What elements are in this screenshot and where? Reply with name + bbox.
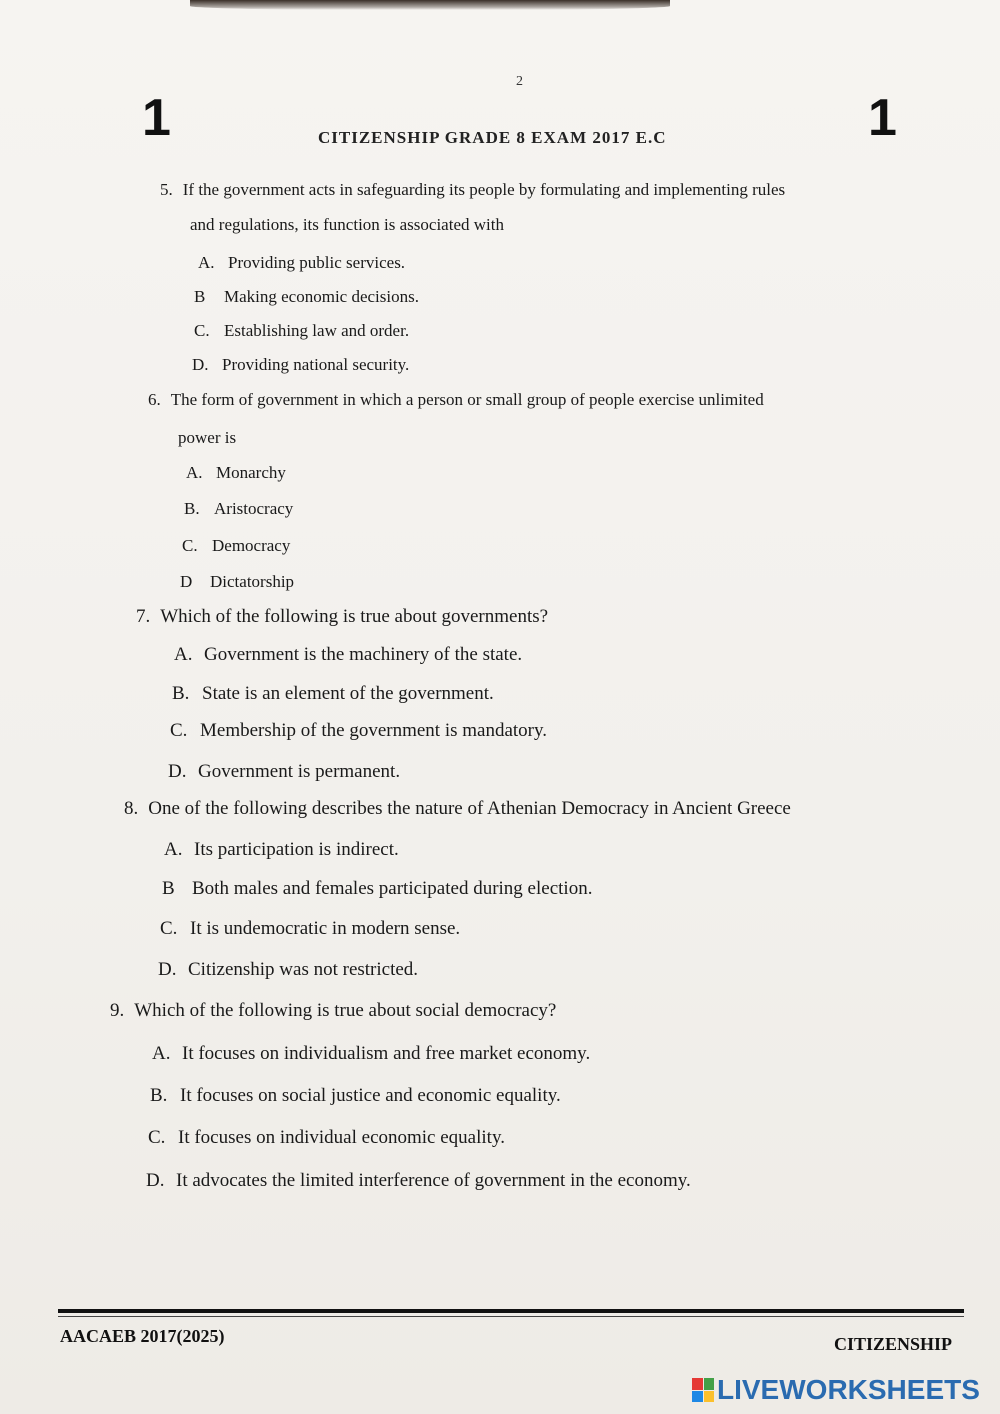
question-8-option-d[interactable]: D. Citizenship was not restricted. — [158, 959, 419, 980]
question-9-option-c[interactable]: C. It focuses on individual economic equality. — [148, 1127, 505, 1148]
question-number: 5. — [160, 180, 173, 199]
question-number: 6. — [148, 390, 161, 409]
question-6 — [148, 390, 908, 410]
liveworksheets-logo-icon — [692, 1378, 714, 1402]
question-8-option-a[interactable]: A. Its participation is indirect. — [164, 839, 399, 860]
question-8-option-c[interactable]: C. It is undemocratic in modern sense. — [160, 918, 461, 939]
footer-rule-thin — [58, 1316, 964, 1317]
question-number: 9. — [110, 1000, 125, 1021]
brand-text: LIVEWORKSHEETS — [717, 1374, 980, 1405]
footer-exam-code: AACAEB 2017(2025) — [60, 1326, 225, 1346]
question-9 — [110, 1000, 556, 1023]
question-9-option-b[interactable]: B. It focuses on social justice and economic equality. — [150, 1085, 561, 1106]
question-number: 7. — [136, 606, 151, 627]
question-6-line2: power is — [178, 428, 237, 447]
question-6-option-b[interactable]: B. Aristocracy — [184, 499, 294, 518]
question-text: Which of the following is true about governments? — [160, 606, 549, 627]
question-7-option-c[interactable]: C. Membership of the government is mandatory. — [170, 720, 548, 741]
corner-number-left: 1 — [142, 89, 171, 147]
question-text: If the government acts in safeguarding its people by formulating and implementing rules — [182, 180, 786, 199]
question-7-option-b[interactable]: B. State is an element of the government. — [172, 683, 494, 704]
question-7-option-d[interactable]: D. Government is permanent. — [168, 761, 401, 782]
question-5 — [160, 180, 900, 200]
question-6-option-d[interactable]: D Dictatorship — [180, 572, 295, 591]
top-shadow — [190, 0, 670, 10]
footer-subject: CITIZENSHIP — [834, 1334, 953, 1354]
question-8 — [124, 798, 904, 821]
question-5-option-c[interactable]: C. Establishing law and order. — [194, 321, 410, 340]
question-text: The form of government in which a person or small group of people exercise unlimited — [170, 390, 764, 409]
question-6-option-a[interactable]: A. Monarchy — [186, 463, 286, 482]
question-8-option-b[interactable]: B Both males and females participated during election. — [162, 878, 593, 899]
question-6-option-c[interactable]: C. Democracy — [182, 536, 291, 555]
question-5-option-a[interactable]: A. Providing public services. — [198, 253, 406, 272]
question-5-line2: and regulations, its function is associated with — [190, 215, 504, 234]
question-5-option-b[interactable]: B Making economic decisions. — [194, 287, 419, 306]
corner-number-right: 1 — [868, 89, 897, 147]
question-number: 8. — [124, 798, 139, 819]
footer-rule — [58, 1309, 964, 1313]
exam-title: CITIZENSHIP GRADE 8 EXAM 2017 E.C — [318, 128, 667, 147]
question-5-option-d[interactable]: D. Providing national security. — [192, 355, 410, 374]
question-9-option-a[interactable]: A. It focuses on individualism and free market economy. — [152, 1043, 591, 1064]
liveworksheets-brand[interactable] — [692, 1374, 980, 1406]
question-text: Which of the following is true about social democracy? — [134, 1000, 557, 1021]
question-9-option-d[interactable]: D. It advocates the limited interference of government in the economy. — [146, 1170, 691, 1191]
question-7 — [136, 606, 548, 629]
question-text: One of the following describes the nature of Athenian Democracy in Ancient Greece — [148, 798, 791, 819]
page-number: 2 — [516, 74, 523, 89]
question-7-option-a[interactable]: A. Government is the machinery of the state. — [174, 644, 523, 665]
